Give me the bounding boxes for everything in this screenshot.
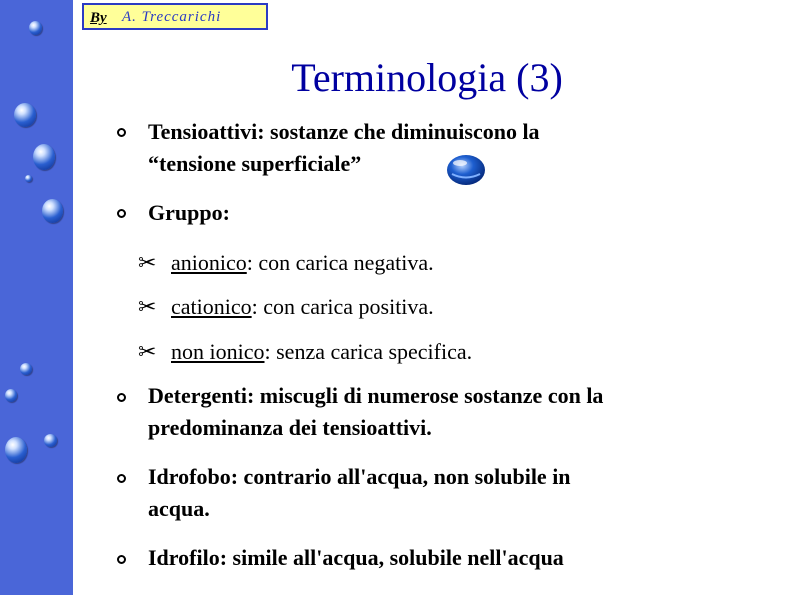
sub-bullet-item xyxy=(171,337,472,367)
author-by-label: By xyxy=(90,10,107,26)
sub-bullet-item xyxy=(171,292,434,322)
bullet-text: Idrofilo: simile all'acqua, solubile nell'acqua xyxy=(148,545,564,570)
water-bubble-icon xyxy=(44,434,57,447)
water-bubble-icon xyxy=(42,199,63,223)
sub-bullet-text: : con carica positiva. xyxy=(251,294,434,319)
sub-bullet-text: : senza carica specifica. xyxy=(264,339,473,364)
author-name: A. Treccarichi xyxy=(122,9,222,25)
bullet-text: Tensioattivi: sostanze che diminuiscono la xyxy=(148,119,540,144)
bullet-marker xyxy=(117,393,126,402)
water-bubble-icon xyxy=(14,103,36,127)
water-bubble-icon xyxy=(25,175,32,182)
sub-bullet-text: : con carica negativa. xyxy=(246,250,434,275)
water-bubble-icon xyxy=(5,437,27,463)
bullet-text: Idrofobo: contrario all'acqua, non solubile in xyxy=(148,464,571,489)
water-drop-icon xyxy=(446,154,486,186)
bullet-marker xyxy=(117,209,126,218)
bullet-marker xyxy=(117,474,126,483)
water-bubble-icon xyxy=(20,363,32,375)
bullet-text: acqua. xyxy=(148,496,210,521)
scissors-icon: ✂ xyxy=(138,250,157,275)
bullet-item xyxy=(148,542,564,574)
sub-bullet-term: anionico xyxy=(171,250,247,275)
bullet-item xyxy=(148,380,603,444)
author-box xyxy=(82,3,268,30)
slide-title: Terminologia (3) xyxy=(291,55,563,100)
water-bubble-icon xyxy=(29,21,42,35)
sub-bullet-term: non ionico xyxy=(171,339,265,364)
bullet-text: predominanza dei tensioattivi. xyxy=(148,415,432,440)
scissors-icon: ✂ xyxy=(138,339,157,364)
sub-bullet-item xyxy=(171,248,434,278)
bullet-item xyxy=(148,197,230,229)
bullet-text: Detergenti: miscugli di numerose sostanze con la xyxy=(148,383,604,408)
bullet-text: “tensione superficiale” xyxy=(148,151,362,176)
bullet-marker xyxy=(117,128,126,137)
water-bubble-icon xyxy=(33,144,55,170)
bullet-marker xyxy=(117,555,126,564)
bullet-item xyxy=(148,461,571,525)
scissors-icon: ✂ xyxy=(138,294,157,319)
bullet-text: Gruppo: xyxy=(148,200,230,225)
sub-bullet-term: cationico xyxy=(171,294,252,319)
water-bubble-icon xyxy=(5,389,17,402)
